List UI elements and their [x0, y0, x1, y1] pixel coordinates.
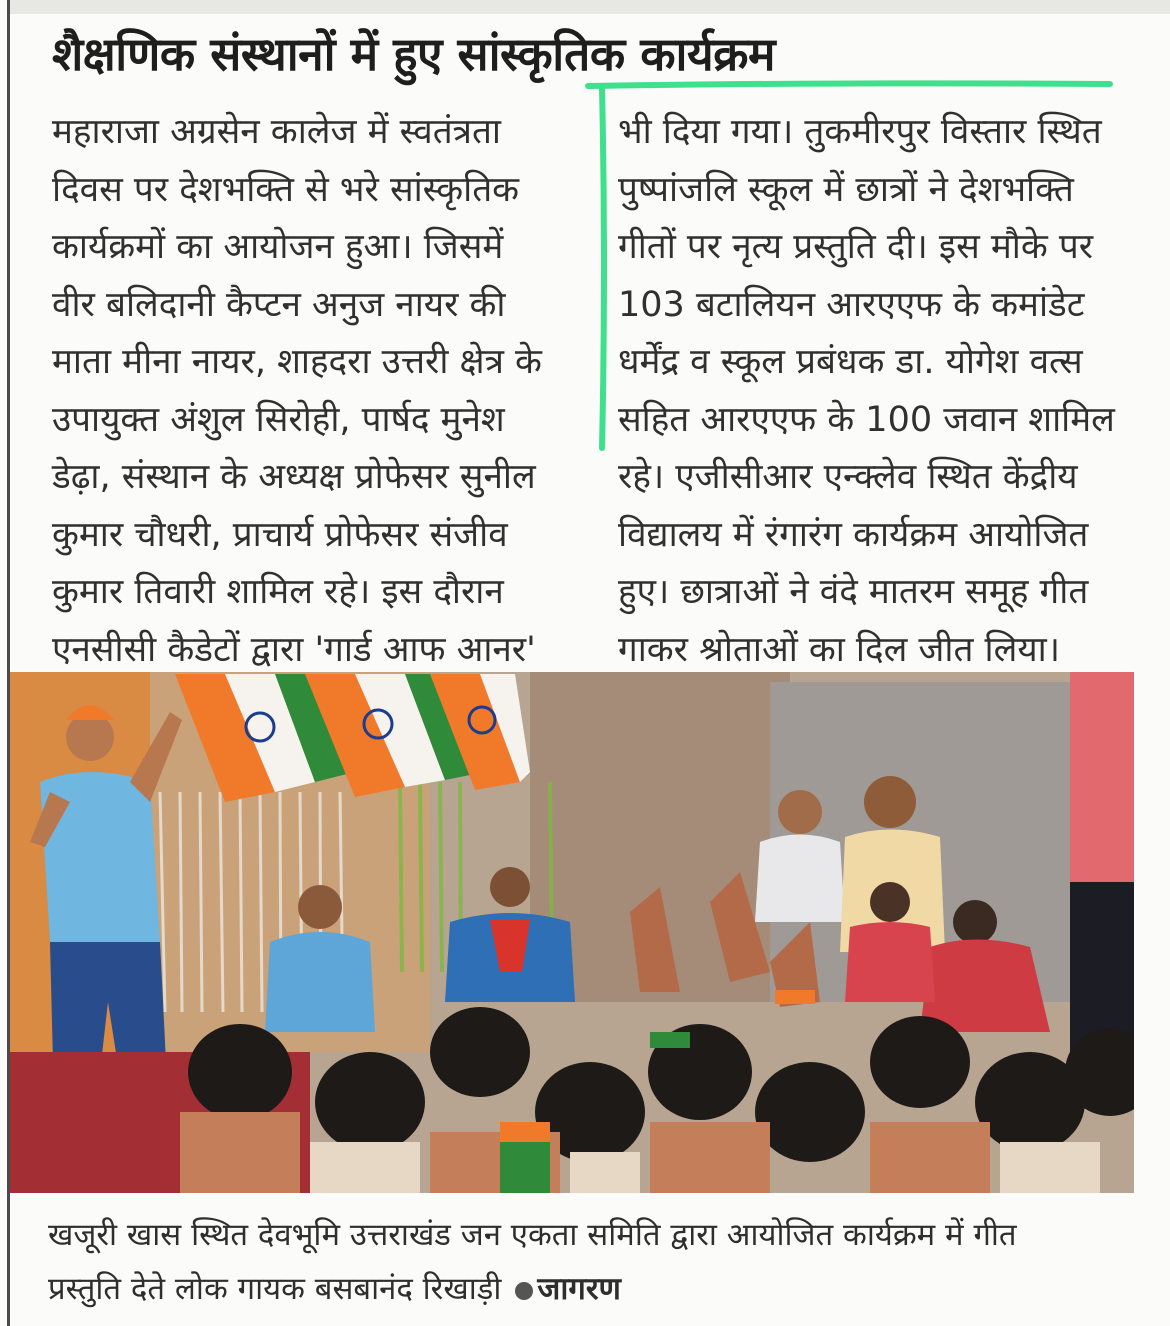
text-line: हुए। छात्राओं ने वंदे मातरम समूह गीत: [618, 572, 1089, 612]
text-line: माता मीना नायर, शाहदरा उत्तरी क्षेत्र के: [52, 342, 542, 382]
article-column-right: [618, 104, 1158, 679]
caption-line-text: प्रस्तुति देते लोक गायक बसबानंद रिखाड़ी: [48, 1271, 502, 1307]
text-line: महाराजा अग्रसेन कालेज में स्वतंत्रता: [52, 112, 501, 152]
caption-line: खजूरी खास स्थित देवभूमि उत्तराखंड जन एकता समिति द्वारा आयोजित कार्यक्रम में गीत: [48, 1217, 1017, 1253]
article-column-left: [52, 104, 592, 679]
event-photo: [10, 672, 1134, 1193]
text-line: उपायुक्त अंशुल सिरोही, पार्षद मुनेश: [52, 399, 505, 440]
text-line: सहित आरएएफ के 100 जवान शामिल: [618, 399, 1115, 440]
bullet-dot-icon: [515, 1282, 533, 1300]
text-line: रहे। एजीसीआर एन्क्लेव स्थित केंद्रीय: [618, 457, 1078, 497]
caption-line: [48, 1262, 1138, 1316]
text-line: वीर बलिदानी कैप्टन अनुज नायर की: [52, 284, 506, 325]
text-line: पुष्पांजलि स्कूल में छात्रों ने देशभक्ति: [618, 169, 1074, 210]
photo-caption: [48, 1208, 1138, 1316]
text-line: विद्यालय में रंगारंग कार्यक्रम आयोजित: [618, 514, 1089, 555]
text-line: 103 बटालियन आरएएफ के कमांडेट: [618, 284, 1085, 325]
text-line: कुमार चौधरी, प्राचार्य प्रोफेसर संजीव: [52, 514, 508, 555]
text-line: कुमार तिवारी शामिल रहे। इस दौरान: [52, 572, 504, 612]
text-line: दिवस पर देशभक्ति से भरे सांस्कृतिक: [52, 169, 520, 210]
photo-credit: जागरण: [537, 1271, 621, 1307]
text-line: धर्मेंद्र व स्कूल प्रबंधक डा. योगेश वत्स: [618, 342, 1083, 382]
text-line: भी दिया गया। तुकमीरपुर विस्तार स्थित: [618, 112, 1102, 152]
tricolor-bunting: [175, 674, 530, 802]
top-strip: [10, 0, 1170, 14]
text-line: गीतों पर नृत्य प्रस्तुति दी। इस मौके पर: [618, 227, 1094, 267]
text-line: एनसीसी कैडेटों द्वारा 'गार्ड आफ आनर': [52, 629, 536, 670]
article-headline: शैक्षणिक संस्थानों में हुए सांस्कृतिक कार्यक्रम: [52, 27, 775, 81]
text-line: डेढ़ा, संस्थान के अध्यक्ष प्रोफेसर सुनील: [52, 457, 536, 497]
text-line: कार्यक्रमों का आयोजन हुआ। जिसमें: [52, 227, 504, 267]
text-line: गाकर श्रोताओं का दिल जीत लिया।: [618, 629, 1060, 670]
